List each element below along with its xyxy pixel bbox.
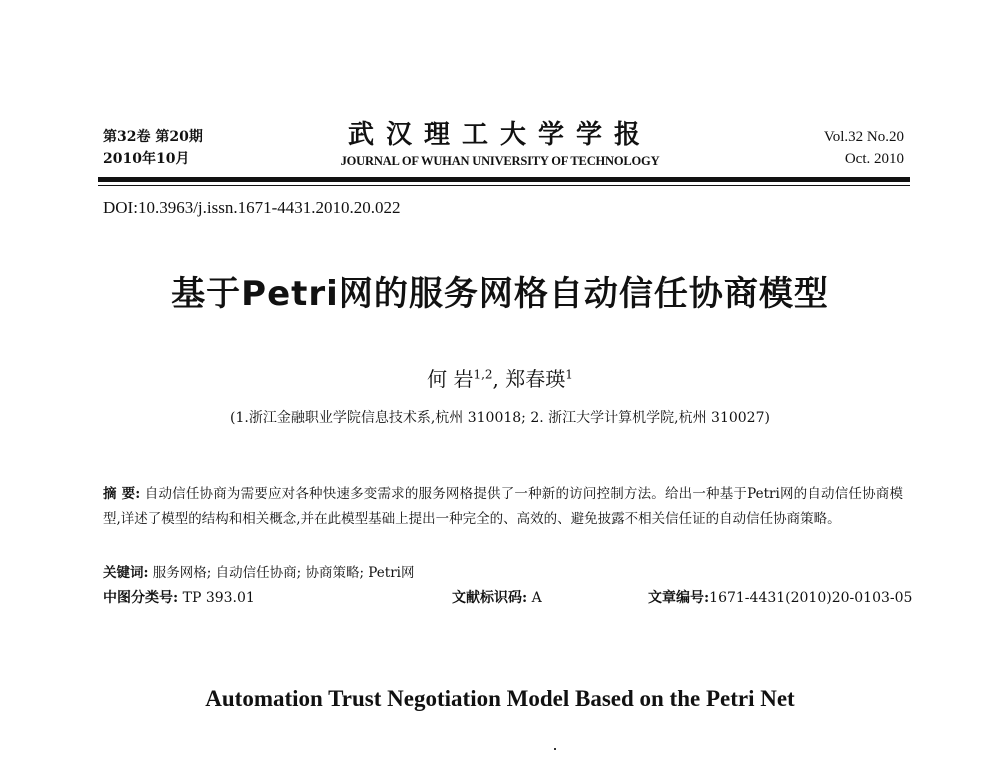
scan-speck xyxy=(554,748,556,750)
classification-value: TP 393.01 xyxy=(182,590,255,606)
volume-issue-cn: 第32卷 第20期 xyxy=(103,129,203,145)
volume-issue-en: Vol.32 No.20 xyxy=(823,129,904,145)
paper-title-cn: 基于Petri网的服务网格自动信任协商模型 xyxy=(171,274,829,314)
abstract-text: 自动信任协商为需要应对各种快速多变需求的服务网格提供了一种新的访问控制方法。给出一种基于Petri网的自动信任协商模型,详述了模型的结构和相关概念,并在此模型基础上提出一种完全的、高效的、避免披露不相关信任证的自动信任协商策略。 xyxy=(103,486,903,527)
classification-label: 中图分类号: xyxy=(103,590,179,606)
keywords-line xyxy=(103,561,414,581)
journal-title-cn: 武汉理工大学学报 xyxy=(347,120,652,150)
abstract-label: 摘 要: xyxy=(103,486,141,502)
author-separator: , xyxy=(492,367,506,391)
paper-title-en: Automation Trust Negotiation Model Based on the Petri Net xyxy=(205,686,795,711)
author-2-affil: 1 xyxy=(565,367,573,382)
header-volume-block xyxy=(103,126,203,170)
date-en: Oct. 2010 xyxy=(844,151,904,167)
authors-line xyxy=(0,363,1000,392)
header-rule-thin xyxy=(98,185,910,186)
abstract-block xyxy=(103,482,903,532)
keywords-text: 服务网格; 自动信任协商; 协商策略; Petri网 xyxy=(152,565,415,581)
document-code-label: 文献标识码: xyxy=(452,590,528,606)
author-1: 何 岩 xyxy=(427,367,474,391)
keywords-label: 关键词: xyxy=(103,565,149,581)
author-2: 郑春瑛 xyxy=(505,367,566,391)
doi-line: DOI:10.3963/j.issn.1671-4431.2010.20.022 xyxy=(103,198,401,217)
article-number-label: 文章编号: xyxy=(648,590,710,606)
affiliation-line: (1.浙江金融职业学院信息技术系,杭州 310018; 2. 浙江大学计算机学院,杭州 310027) xyxy=(230,410,770,426)
header-volume-en-block xyxy=(824,126,904,170)
article-number-value: 1671-4431(2010)20-0103-05 xyxy=(709,590,913,606)
document-code-value: A xyxy=(531,590,542,606)
article-number-line xyxy=(648,587,912,607)
classification-line xyxy=(103,587,255,607)
date-cn: 2010年10月 xyxy=(103,151,190,167)
document-code-line xyxy=(452,587,542,607)
header-rule-thick xyxy=(98,177,910,182)
journal-masthead xyxy=(290,118,710,170)
author-1-affil: 1,2 xyxy=(473,367,493,382)
journal-title-en: JOURNAL OF WUHAN UNIVERSITY OF TECHNOLOGY xyxy=(340,154,660,168)
